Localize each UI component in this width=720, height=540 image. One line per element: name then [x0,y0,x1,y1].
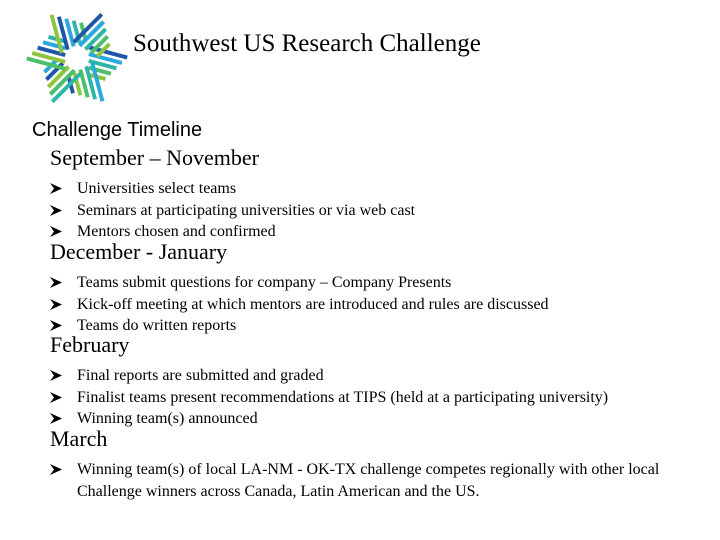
list-item: Seminars at participating universities or via web cast [50,200,707,222]
list-item: Mentors chosen and confirmed [50,221,707,243]
arrow-bullet-icon [50,277,62,288]
list-item: Final reports are submitted and graded [50,365,707,387]
arrow-bullet-icon [50,370,62,381]
list-item: Winning team(s) of local LA-NM - OK-TX challenge competes regionally with other local Challenge winners across Canada, Latin American and the US. [50,459,707,502]
list-item: Teams do written reports [50,315,707,337]
page-title: Southwest US Research Challenge [133,30,481,57]
section-heading: September – November [50,145,259,170]
list-item: Universities select teams [50,178,707,200]
arrow-bullet-icon [50,205,62,216]
timeline-heading: Challenge Timeline [32,119,203,141]
logo-icon [22,8,132,108]
timeline-section-march [50,427,707,502]
arrow-bullet-icon [50,320,62,331]
section-heading: December - January [50,239,228,264]
section-heading: March [50,426,108,451]
arrow-bullet-icon [50,392,62,403]
list-item: Winning team(s) announced [50,408,707,430]
section-heading: February [50,332,130,357]
arrow-bullet-icon [50,413,62,424]
list-item: Teams submit questions for company – Company Presents [50,272,707,294]
list-item: Kick-off meeting at which mentors are introduced and rules are discussed [50,294,707,316]
arrow-bullet-icon [50,183,62,194]
list-item: Finalist teams present recommendations at TIPS (held at a participating university) [50,387,707,409]
arrow-bullet-icon [50,299,62,310]
timeline-section-december [50,240,707,337]
arrow-bullet-icon [50,226,62,237]
timeline-section-september [50,146,707,243]
arrow-bullet-icon [50,464,62,475]
timeline-section-february [50,333,707,430]
